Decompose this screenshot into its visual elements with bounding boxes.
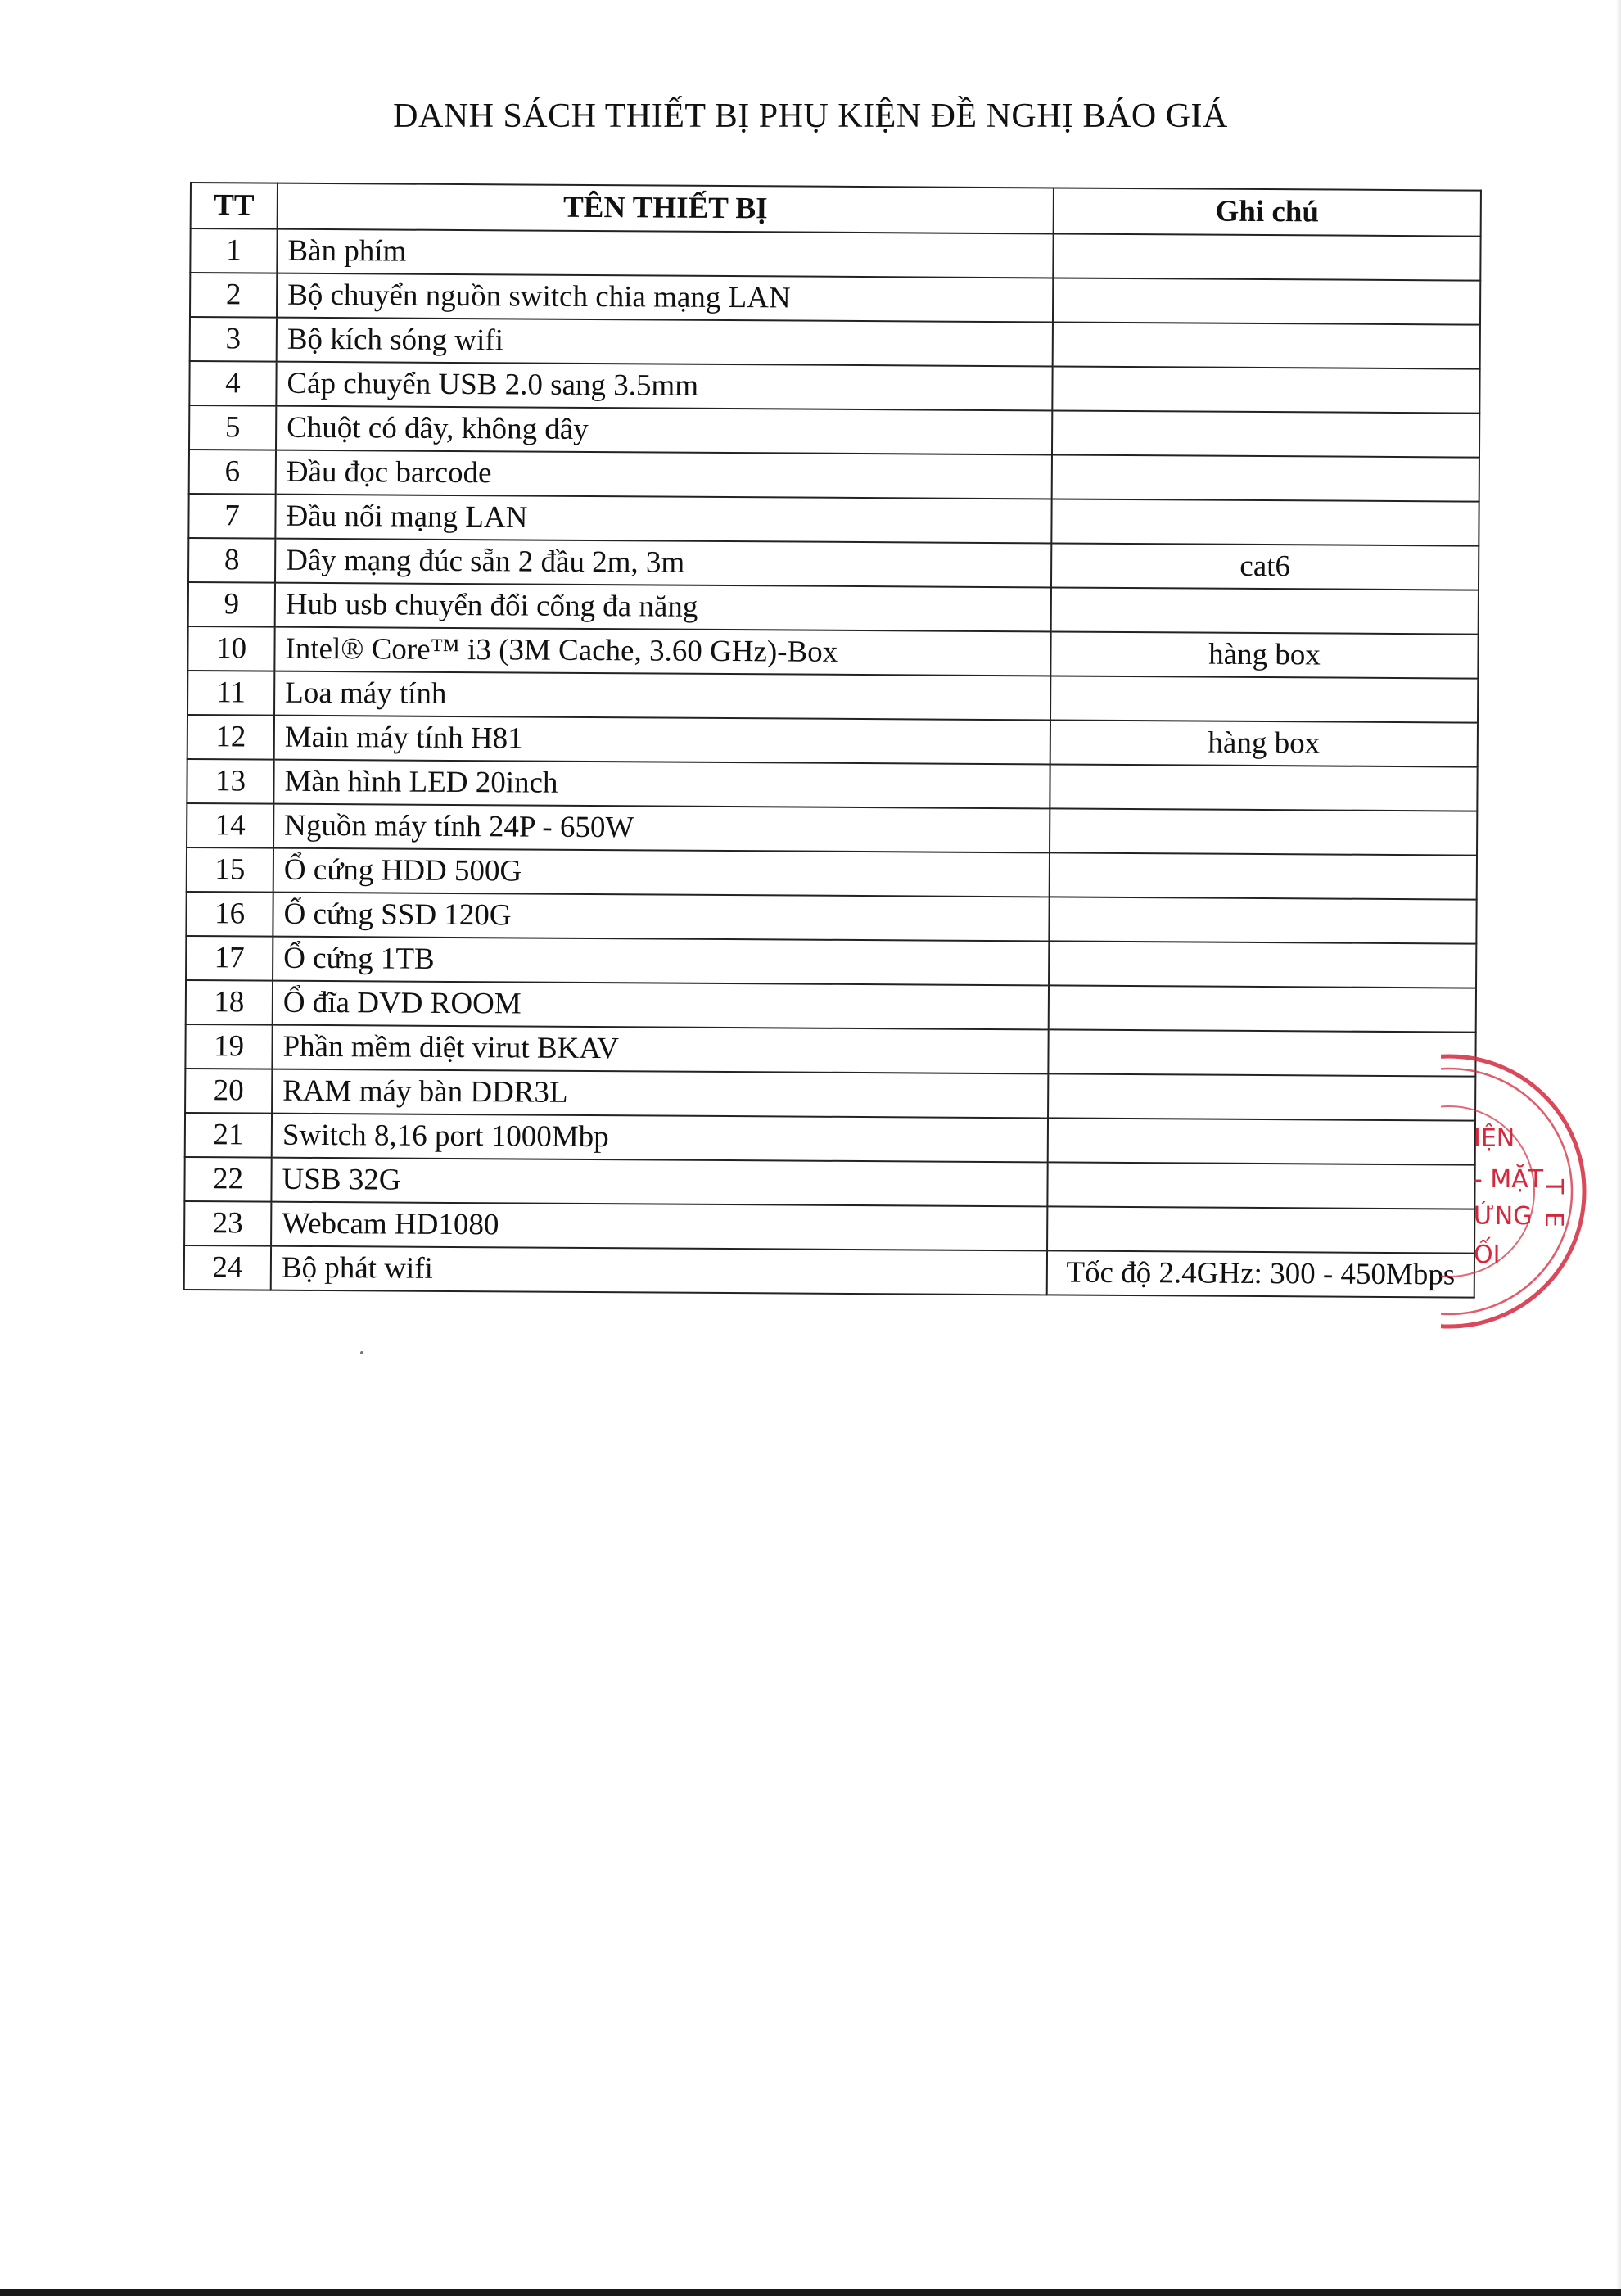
device-name: Phần mềm diệt virut BKAV (272, 1025, 1048, 1074)
equipment-table (183, 182, 1482, 1299)
device-note (1053, 233, 1480, 280)
red-seal-stamp (1441, 1048, 1605, 1335)
table-row (188, 494, 1479, 546)
table-row (189, 405, 1479, 458)
row-number: 17 (186, 936, 273, 981)
device-name: Nguồn máy tính 24P - 650W (273, 804, 1050, 853)
device-note (1050, 676, 1478, 722)
row-number: 20 (185, 1069, 272, 1114)
device-name: Bộ phát wifi (271, 1246, 1047, 1295)
table-row (190, 273, 1480, 325)
seal-fragment-3: ỨNG (1474, 1202, 1533, 1231)
row-number: 22 (184, 1157, 271, 1202)
device-name: Bộ kích sóng wifi (277, 318, 1053, 367)
table-row (187, 847, 1477, 900)
row-number: 14 (187, 803, 273, 848)
device-note (1047, 1206, 1474, 1253)
device-name: Màn hình LED 20inch (273, 760, 1050, 809)
table-row (188, 582, 1479, 635)
device-note (1051, 587, 1479, 634)
table-row (185, 1024, 1475, 1077)
device-name: Dây mạng đúc sẵn 2 đầu 2m, 3m (275, 539, 1051, 588)
device-note (1048, 1118, 1475, 1164)
device-note (1050, 852, 1477, 899)
device-note (1053, 278, 1480, 324)
device-note (1053, 322, 1480, 368)
device-name: Webcam HD1080 (271, 1202, 1047, 1251)
device-name: Đầu nối mạng LAN (275, 495, 1051, 544)
header-note: Ghi chú (1054, 188, 1481, 236)
row-number: 18 (186, 980, 273, 1025)
device-name: Đầu đọc barcode (276, 450, 1052, 499)
table-row (185, 1069, 1475, 1121)
row-number: 15 (187, 847, 273, 893)
table-row (187, 715, 1478, 767)
device-name: Intel® Core™ i3 (3M Cache, 3.60 GHz)-Box (274, 627, 1050, 676)
table-row (190, 228, 1480, 281)
header-name: TÊN THIẾT BỊ (278, 183, 1054, 234)
row-number: 5 (189, 405, 276, 450)
device-note (1049, 897, 1476, 943)
table-row (187, 671, 1478, 723)
row-number: 23 (184, 1201, 271, 1246)
row-number: 11 (187, 671, 274, 716)
table-row (186, 980, 1476, 1033)
device-name: Ổ cứng 1TB (273, 937, 1049, 986)
row-number: 10 (187, 626, 274, 671)
device-name: Loa máy tính (274, 671, 1050, 721)
document-title: DANH SÁCH THIẾT BỊ PHỤ KIỆN ĐỀ NGHỊ BÁO GIÁ (393, 97, 1228, 135)
table-row (186, 936, 1476, 988)
header-tt: TT (191, 183, 278, 229)
row-number: 24 (184, 1245, 271, 1290)
table-row (190, 317, 1480, 369)
table-row (185, 1113, 1475, 1165)
device-note (1050, 808, 1477, 855)
device-note (1050, 764, 1477, 811)
device-name: Bộ chuyển nguồn switch chia mạng LAN (277, 273, 1053, 323)
table-row (188, 538, 1479, 590)
row-number: 1 (190, 228, 277, 273)
device-note (1049, 941, 1476, 988)
scan-bottom-edge (0, 2289, 1621, 2296)
device-note (1048, 1029, 1475, 1076)
row-number: 7 (188, 494, 275, 539)
seal-fragment-1: IỆN (1474, 1124, 1515, 1153)
scan-speck (360, 1351, 363, 1354)
device-note (1052, 410, 1479, 457)
device-name: Cáp chuyển USB 2.0 sang 3.5mm (276, 362, 1052, 411)
device-note (1051, 499, 1479, 545)
row-number: 16 (186, 892, 273, 937)
device-name: Main máy tính H81 (274, 716, 1050, 765)
device-note: Tốc độ 2.4GHz: 300 - 450Mbps (1047, 1250, 1474, 1297)
table-row (184, 1245, 1474, 1298)
table-row (186, 892, 1476, 944)
device-name: Chuột có dây, không dây (276, 406, 1052, 455)
device-note (1047, 1162, 1474, 1209)
table-row (184, 1201, 1474, 1254)
scan-edge-shadow (1616, 0, 1621, 2296)
device-name: Switch 8,16 port 1000Mbp (272, 1114, 1048, 1163)
device-name: USB 32G (271, 1158, 1047, 1207)
device-note (1052, 366, 1479, 413)
table-row (187, 626, 1478, 679)
row-number: 12 (187, 715, 274, 760)
row-number: 9 (188, 582, 275, 627)
row-number: 13 (187, 759, 273, 804)
row-number: 3 (190, 317, 277, 362)
device-name: RAM máy bàn DDR3L (272, 1069, 1048, 1119)
table-row (187, 759, 1477, 811)
row-number: 8 (188, 538, 275, 583)
seal-icon (1441, 1048, 1605, 1335)
device-note (1049, 985, 1476, 1032)
seal-fragment-5: T (1539, 1179, 1568, 1195)
table-header-row (191, 183, 1481, 237)
device-note: hàng box (1050, 720, 1478, 766)
device-name: Ổ đĩa DVD ROOM (273, 981, 1049, 1030)
device-note: hàng box (1050, 631, 1478, 678)
row-number: 19 (185, 1024, 272, 1069)
row-number: 6 (189, 450, 276, 495)
table-row (189, 361, 1479, 414)
device-name: Bàn phím (277, 229, 1053, 278)
table-row (189, 450, 1479, 502)
device-note (1052, 454, 1479, 501)
row-number: 21 (185, 1113, 272, 1158)
row-number: 2 (190, 273, 277, 318)
seal-fragment-2: - MẶT (1474, 1165, 1544, 1194)
device-note (1048, 1073, 1475, 1120)
device-name: Ổ cứng HDD 500G (273, 848, 1050, 897)
device-note: cat6 (1051, 543, 1479, 590)
row-number: 4 (189, 361, 276, 406)
seal-fragment-6: E (1539, 1212, 1568, 1227)
device-name: Ổ cứng SSD 120G (273, 893, 1049, 942)
device-name: Hub usb chuyển đổi cổng đa năng (275, 583, 1051, 632)
table-row (187, 803, 1477, 856)
seal-fragment-4: ỐI (1474, 1241, 1501, 1269)
table-row (184, 1157, 1474, 1209)
